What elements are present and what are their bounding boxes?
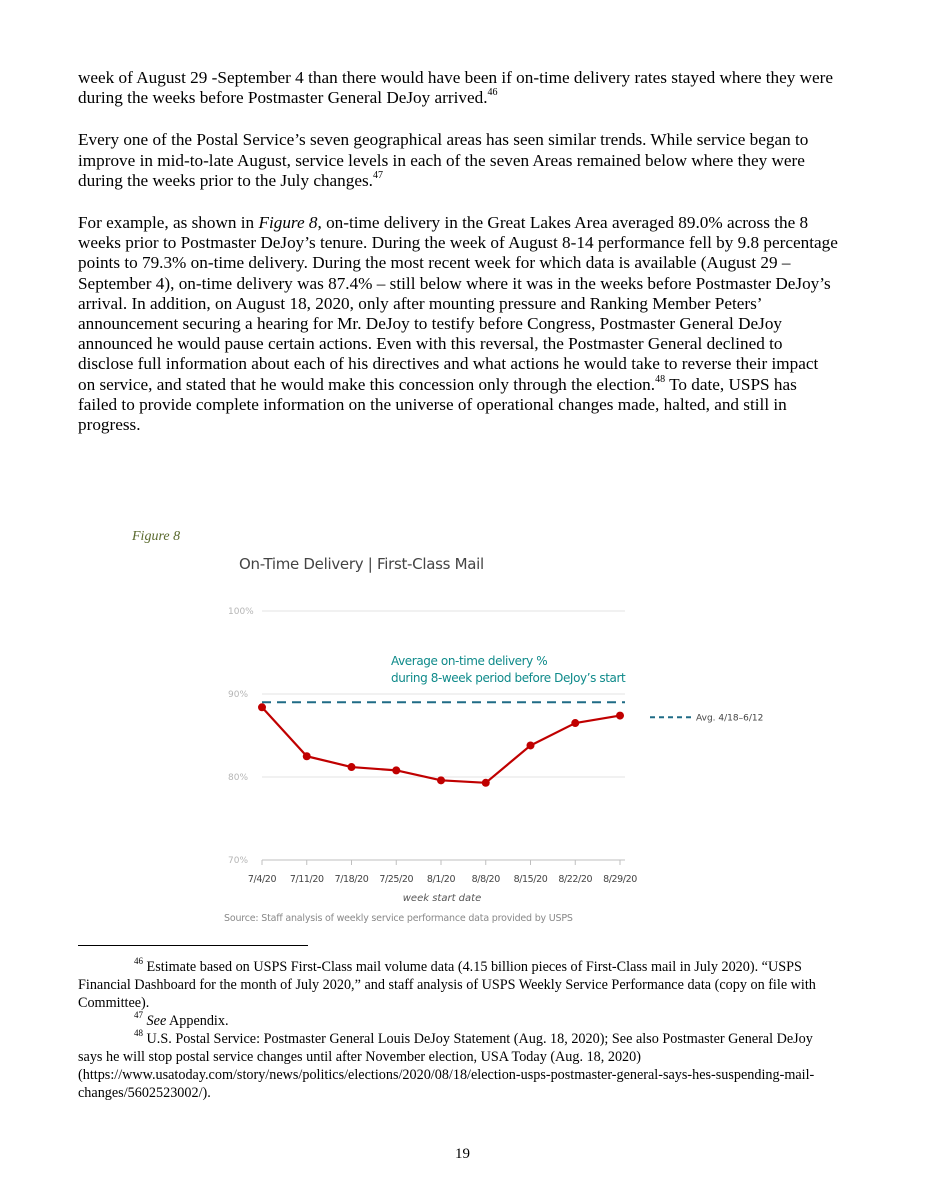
y-tick-label: 90% — [228, 690, 249, 700]
footnote: $^{48}$ U.S. Postal Service: Postmaster General Louis DeJoy Statement (Aug. 18, 2020); See also Postmaster General DeJoy says he will stop postal service changes until after November election, USA Today (Aug. 18, 2020) (https://www.usatoday.com/story/news/politics/elections/2020/08/18/election-usps-postmaster-general-says-hes-suspending-mail-changes/5602523002/). — [78, 1028, 815, 1101]
series-line — [262, 707, 620, 783]
y-tick-label: 70% — [228, 856, 249, 866]
data-point — [392, 766, 400, 774]
chart-title: On-Time Delivery | First-Class Mail — [239, 555, 484, 573]
data-point — [571, 719, 579, 727]
annotation-line-2: during 8-week period before DeJoy’s start — [391, 671, 626, 685]
data-point — [437, 776, 445, 784]
x-tick-label: 8/8/20 — [471, 874, 500, 885]
legend-label: Avg. 4/18–6/12 — [696, 713, 764, 724]
footnote-ref[interactable]: 47 — [372, 170, 383, 182]
page-number: 19 — [455, 1146, 470, 1162]
paragraph: week of August 29 -September 4 than there would have been if on-time delivery rates stayed where they were during the weeks before Postmaster General DeJoy arrived.$^{46}$ — [78, 68, 834, 108]
x-tick-label: 8/1/20 — [426, 874, 456, 885]
x-tick-label: 7/4/20 — [247, 874, 277, 885]
y-tick-label: 80% — [228, 773, 249, 783]
data-point — [303, 752, 311, 760]
x-tick-label: 8/22/20 — [558, 874, 593, 885]
x-tick-label: 8/29/20 — [603, 874, 637, 885]
paragraph: Every one of the Postal Service’s seven geographical areas has seen similar trends. While service began to improve in mid-to-late August, service levels in each of the seven Areas remained below where they were during the weeks prior to the July changes.$^{47}$ — [78, 130, 809, 190]
data-points — [258, 703, 624, 787]
data-point — [527, 741, 535, 749]
paragraph: For example, as shown in Figure 8, on-time delivery in the Great Lakes Area averaged 89.0% across the 8 weeks prior to Postmaster DeJoy’s tenure. During the week of August 8-14 performance fell by 9.8 percentage points to 79.3% on-time delivery. During the most recent week for which data is available (August 29 – September 4), on-time delivery was 87.4% – still below where it was in the weeks before Postmaster DeJoy’s arrival. In addition, on August 18, 2020, only after mounting pressure and Ranking Member Peters’ announcement securing a hearing for Mr. DeJoy to testify before Congress, Postmaster General DeJoy announced he would pause certain actions. Even with this reversal, the Postmaster General declined to disclose full information about each of his directives and what actions he would take to reverse their impact on service, and stated that he would make this concession only through the election.$^{48}$ To date, USPS has failed to provide complete information on the universe of operational changes made, halted, and still in progress. — [78, 213, 838, 435]
footnote-ref[interactable]: 48 — [655, 373, 666, 385]
y-tick-label: 100% — [228, 607, 254, 617]
x-tick-label: 7/25/20 — [379, 874, 414, 885]
footnote: $^{47}$ See Appendix. — [134, 1010, 229, 1029]
footnote-ref[interactable]: 46 — [487, 87, 498, 99]
footnote: $^{46}$ Estimate based on USPS First-Class mail volume data (4.15 billion pieces of First-Class mail in July 2020). “USPS Financial Dashboard for the month of July 2020,” and staff analysis of USPS Weekly Service Performance data (copy on file with Committee). — [78, 956, 816, 1011]
annotation-line-1: Average on-time delivery % — [391, 654, 548, 668]
data-point — [258, 703, 266, 711]
x-tick-label: 8/15/20 — [513, 874, 548, 885]
data-point — [482, 779, 490, 787]
footnotes — [78, 958, 838, 1102]
figure-label: Figure 8 — [132, 529, 181, 544]
figure-reference: Figure 8 — [258, 213, 318, 233]
x-axis-label: week start date — [402, 893, 482, 904]
chart-source: Source: Staff analysis of weekly service performance data provided by USPS — [224, 913, 573, 924]
data-point — [348, 763, 356, 771]
x-tick-label: 7/18/20 — [334, 874, 369, 885]
data-point — [616, 712, 624, 720]
x-tick-label: 7/11/20 — [289, 874, 324, 885]
footnote-divider — [78, 945, 308, 946]
x-axis — [248, 860, 637, 885]
